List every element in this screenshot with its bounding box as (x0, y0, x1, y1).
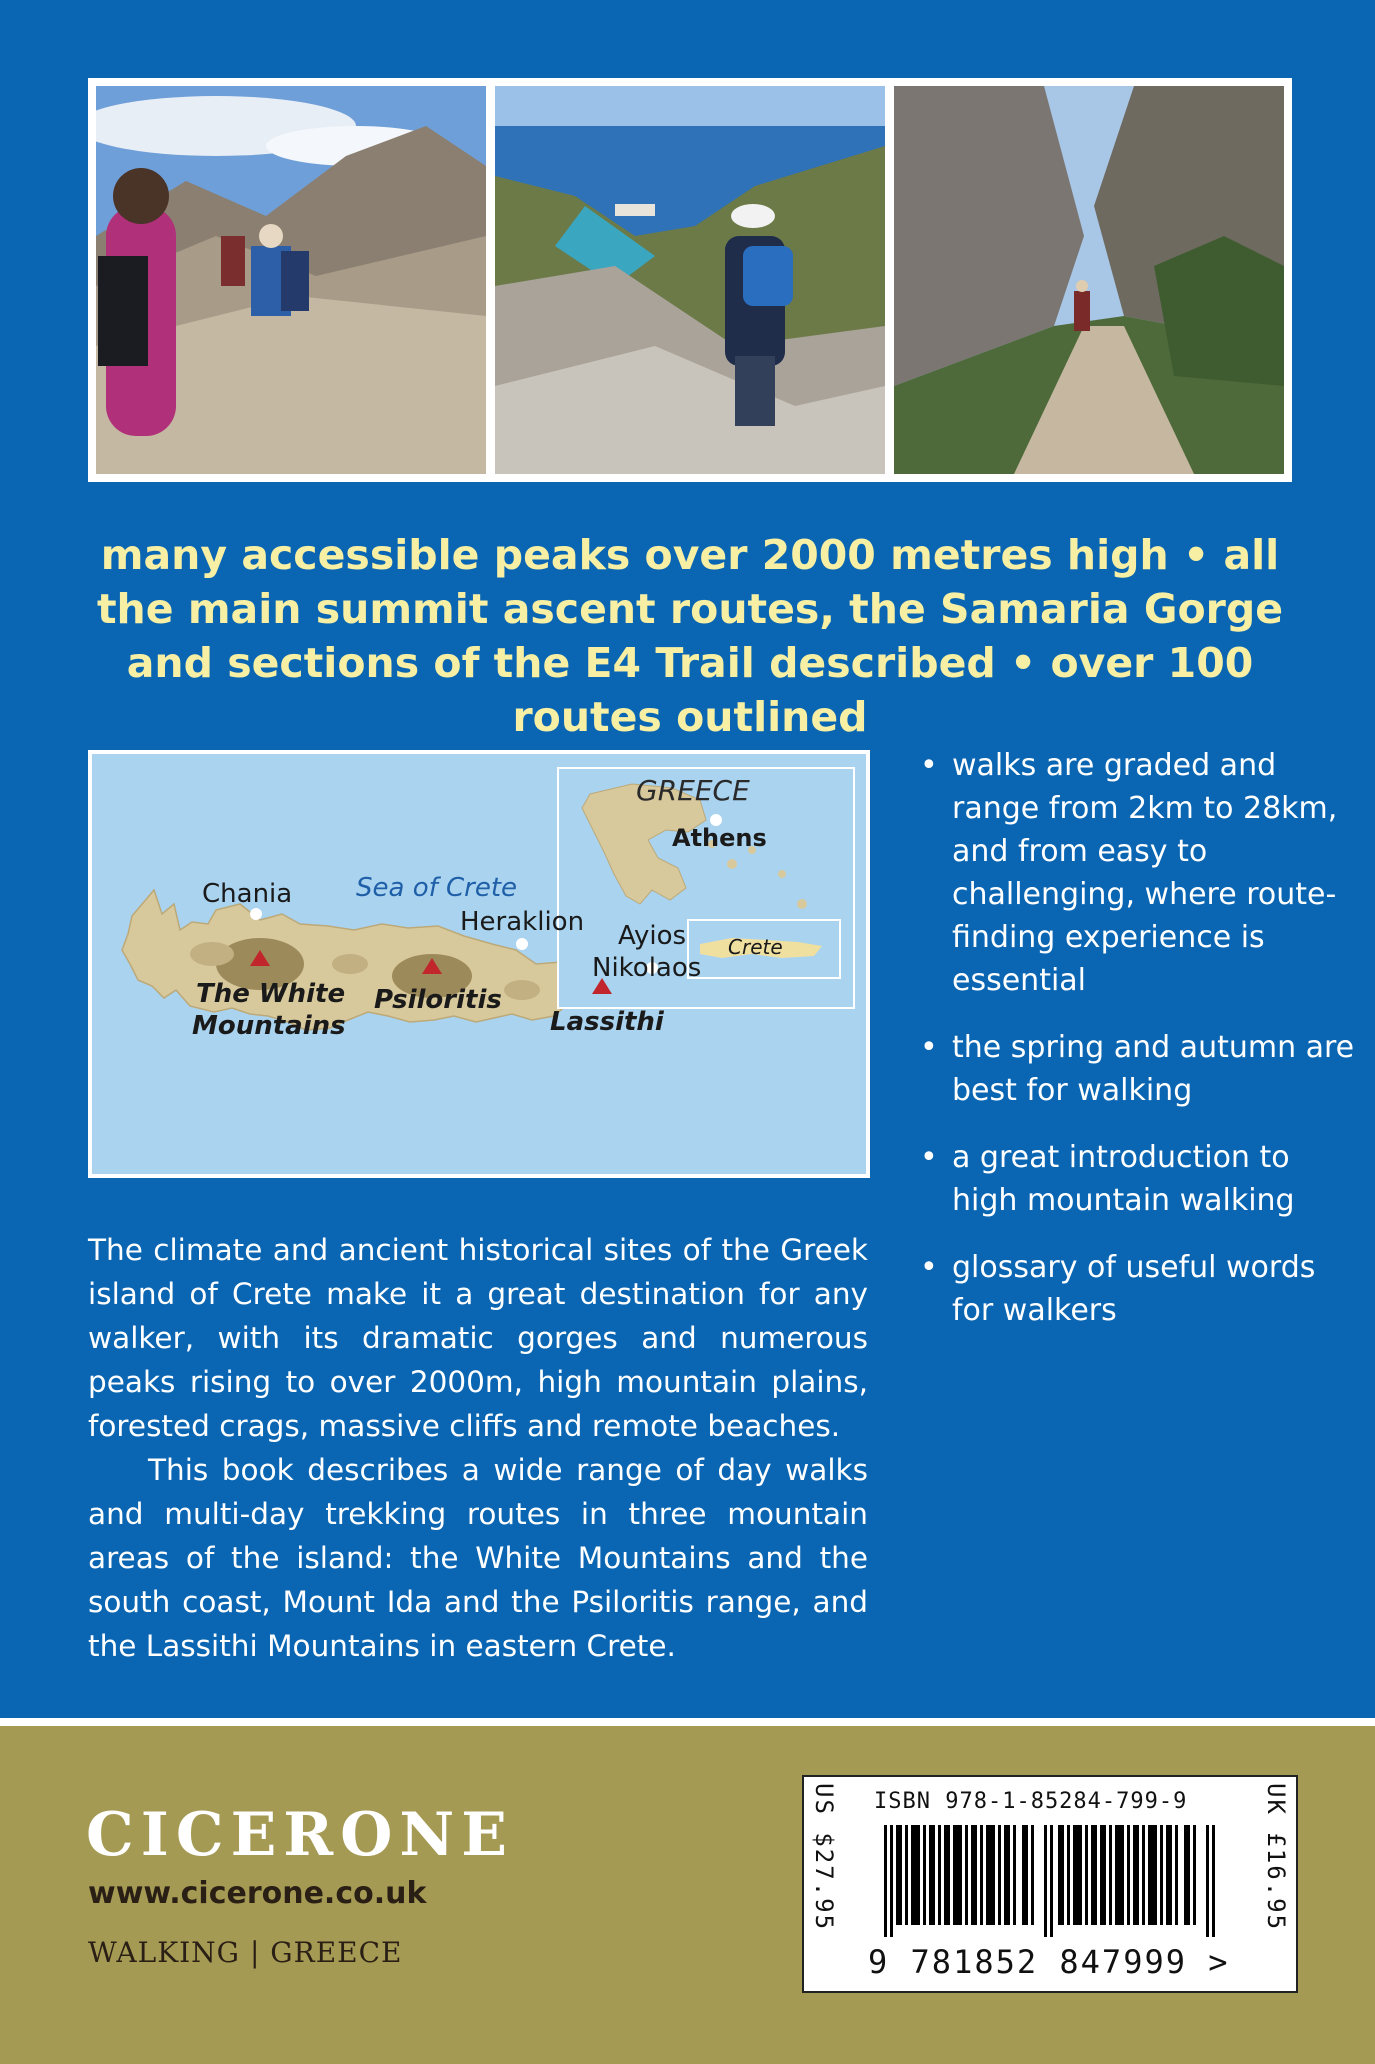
book-description (88, 1228, 868, 1668)
feature-text: walks are graded and range from 2km to 28km, and from easy to challenging, where route-finding experience is essential (952, 748, 1338, 998)
photo-coast-descent (495, 86, 885, 474)
bullet-marker: • (920, 1140, 938, 1175)
book-category: WALKING | GREECE (88, 1936, 403, 1969)
bullet-marker: • (920, 1250, 938, 1285)
nikolaos-label: Nikolaos (592, 953, 702, 983)
description-paragraph: The climate and ancient historical sites of the Greek island of Crete make it a great destination for any walker, with its dramatic gorges and numerous peaks rising to over 2000m, high mountain plains, forested crags, massive cliffs and remote beaches. (88, 1233, 868, 1443)
feature-item (920, 1136, 1360, 1222)
feature-text: glossary of useful words for walkers (952, 1250, 1316, 1328)
sea-label: Sea of Crete (356, 873, 518, 903)
ayios-label: Ayios (618, 921, 687, 951)
barcode-panel (802, 1775, 1298, 1993)
feature-item (920, 1026, 1360, 1112)
cicerone-logo: CICERONE (86, 1800, 515, 1870)
white-mountains-label-2: Mountains (192, 1011, 346, 1041)
tagline: many accessible peaks over 2000 metres high • all the main summit ascent routes, the Samaria Gorge and sections of the E4 Trail described • over 100 routes outlined (96, 531, 1284, 741)
feature-list (920, 744, 1360, 1356)
isbn-label: ISBN 978-1-85284-799-9 (874, 1789, 1188, 1814)
feature-text: a great introduction to high mountain walking (952, 1140, 1295, 1218)
chania-label: Chania (202, 879, 293, 909)
lassithi-label: Lassithi (550, 1007, 664, 1037)
price-us: US $27.95 (810, 1783, 838, 1932)
feature-item (920, 744, 1360, 1002)
publisher-url[interactable]: www.cicerone.co.uk (88, 1876, 427, 1911)
psiloritis-label: Psiloritis (374, 985, 502, 1015)
crete-map (88, 750, 870, 1178)
inset-island-label: Crete (728, 935, 783, 959)
feature-text: the spring and autumn are best for walking (952, 1030, 1355, 1108)
athens-label: Athens (672, 824, 767, 852)
photo-gorge-trail (894, 86, 1284, 474)
section-divider (0, 1718, 1375, 1726)
photo-strip (88, 78, 1292, 482)
feature-item (920, 1246, 1360, 1332)
inset-country-label: GREECE (636, 774, 750, 807)
white-mountains-label-1: The White (196, 979, 346, 1009)
bullet-marker: • (920, 748, 938, 783)
heraklion-dot (516, 938, 528, 950)
chania-dot (250, 908, 262, 920)
heraklion-label: Heraklion (460, 907, 585, 937)
price-uk: UK £16.95 (1262, 1783, 1290, 1932)
barcode-digits: 9 781852 847999 > (868, 1943, 1230, 1981)
photo-ridge-walkers (96, 86, 486, 474)
bullet-marker: • (920, 1030, 938, 1065)
barcode-bars (884, 1825, 1218, 1937)
description-paragraph: This book describes a wide range of day walks and multi-day trekking routes in three mountain areas of the island: the White Mountains and the south coast, Mount Ida and the Psiloritis range, and the Lassithi Mountains in eastern Crete. (88, 1453, 868, 1663)
